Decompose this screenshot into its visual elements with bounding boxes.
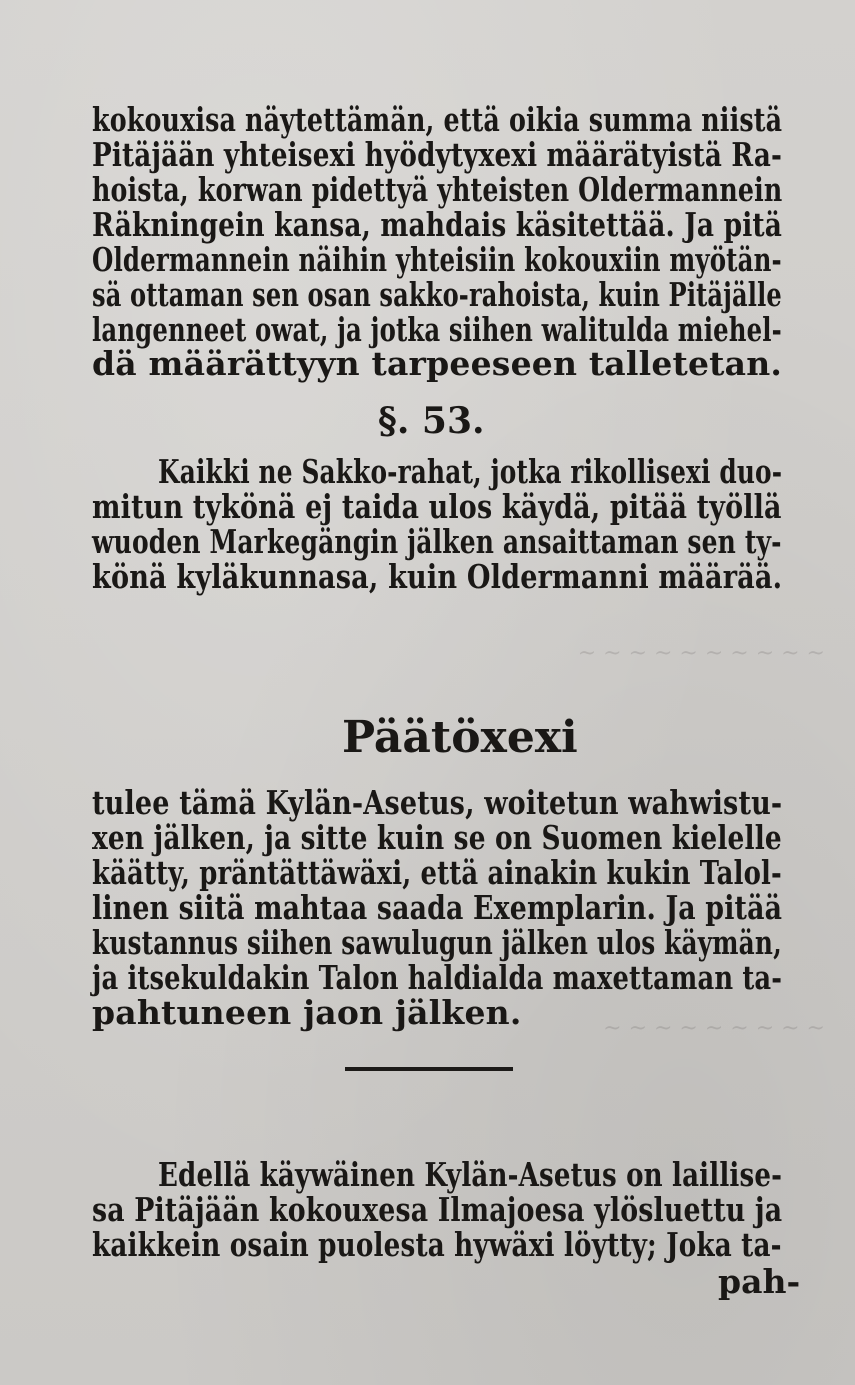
text-line: langenneet owat, ja jotka siihen walitulda miehel-: [92, 310, 782, 349]
text-line: kustannus siihen sawulugun jälken ulos käymän,: [92, 923, 782, 962]
separator-rule: [345, 1067, 513, 1071]
text-line: kokouxisa näytettämän, että oikia summa niistä: [92, 100, 783, 139]
section-heading: Päätöxexi: [342, 712, 578, 763]
show-through-bleed-lower: ~ ~ ~ ~ ~ ~ ~ ~ ~: [603, 1016, 825, 1041]
text-line: hoista, korwan pidettyä yhteisten Oldermannein: [92, 170, 783, 209]
text-line: Räkningein kansa, mahdais käsitettää. Ja pitä: [92, 205, 783, 244]
text-line: pahtuneen jaon jälken.: [92, 993, 522, 1032]
text-line: linen siitä mahtaa saada Exemplarin. Ja pitää: [92, 888, 783, 927]
text-line: käätty, präntättäwäxi, että ainakin kukin Talol-: [92, 853, 782, 892]
text-line: könä kyläkunnasa, kuin Oldermanni määrää.: [92, 557, 783, 596]
text-line: Pitäjään yhteisexi hyödytyxexi määrätyistä Ra-: [92, 135, 783, 174]
text-line: tulee tämä Kylän-Asetus, woitetun wahwistu-: [92, 783, 783, 822]
text-line: Oldermannein näihin yhteisiin kokouxiin myötän-: [92, 240, 782, 279]
catchword: pah-: [718, 1262, 801, 1301]
section-number: §. 53.: [378, 400, 485, 442]
text-line: Kaikki ne Sakko-rahat, jotka rikollisexi duo-: [158, 452, 783, 491]
text-line: dä määrättyyn tarpeeseen talletetan.: [92, 344, 783, 383]
show-through-bleed: ~ ~ ~ ~ ~ ~ ~ ~ ~ ~: [577, 641, 825, 666]
text-line: sä ottaman sen osan sakko-rahoista, kuin Pitäjälle: [92, 275, 782, 314]
text-line: ja itsekuldakin Talon haldialda maxettaman ta-: [92, 958, 783, 997]
text-line: mitun tykönä ej taida ulos käydä, pitää työllä: [92, 487, 782, 526]
text-line: sa Pitäjään kokouxesa Ilmajoesa ylösluettu ja: [92, 1190, 783, 1229]
text-line: xen jälken, ja sitte kuin se on Suomen kielelle: [92, 818, 782, 857]
text-line: Edellä käywäinen Kylän-Asetus on laillise-: [158, 1155, 783, 1194]
text-line: wuoden Markegängin jälken ansaittaman sen ty-: [92, 522, 782, 561]
text-line: kaikkein osain puolesta hywäxi löytty; Joka ta-: [92, 1225, 782, 1264]
